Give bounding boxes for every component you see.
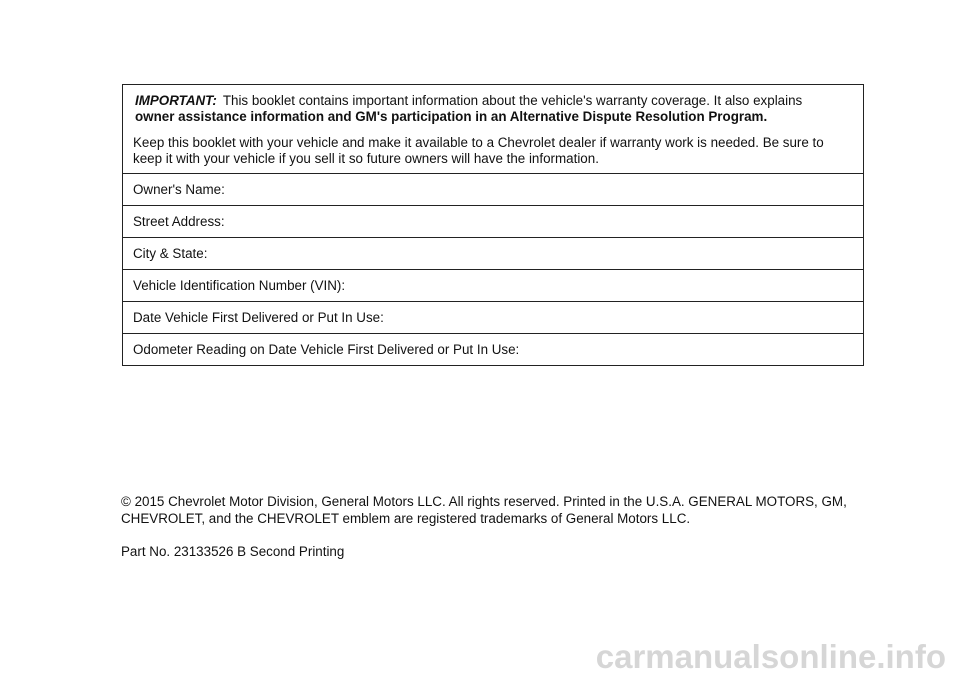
- odometer-reading-field: Odometer Reading on Date Vehicle First Delivered or Put In Use:: [133, 342, 520, 357]
- notice-text-1-bold: owner assistance information and GM's participation in an Alternative Dispute Resolution Program.: [135, 109, 768, 124]
- city-state-field: City & State:: [123, 238, 863, 270]
- vin-field: Vehicle Identification Number (VIN):: [123, 270, 863, 302]
- notice-paragraph-1: [133, 93, 853, 125]
- part-number: Part No. 23133526 B Second Printing: [121, 544, 345, 559]
- owner-info-box: [122, 84, 864, 366]
- street-address-field: Street Address:: [123, 206, 863, 238]
- watermark: carmanualsonline.info: [595, 638, 946, 675]
- notice-paragraph-2: Keep this booklet with your vehicle and make it available to a Chevrolet dealer if warranty work is needed. Be sure to keep it with your vehicle if you sell it so future owners will have the information.: [133, 135, 824, 166]
- owner-name-field: Owner's Name:: [123, 174, 863, 206]
- important-notice: [123, 85, 863, 174]
- copyright-notice: © 2015 Chevrolet Motor Division, General Motors LLC. All rights reserved. Printed in the U.S.A. GENERAL MOTORS, GM, CHEVROLET, and the CHEVROLET emblem are registered trademarks of General Motors LLC.: [121, 494, 847, 526]
- notice-text-1: This booklet contains important information about the vehicle's warranty coverage. It also explains: [222, 93, 803, 108]
- delivery-date-field: Date Vehicle First Delivered or Put In Use:: [123, 302, 863, 334]
- important-label: IMPORTANT:: [135, 93, 217, 108]
